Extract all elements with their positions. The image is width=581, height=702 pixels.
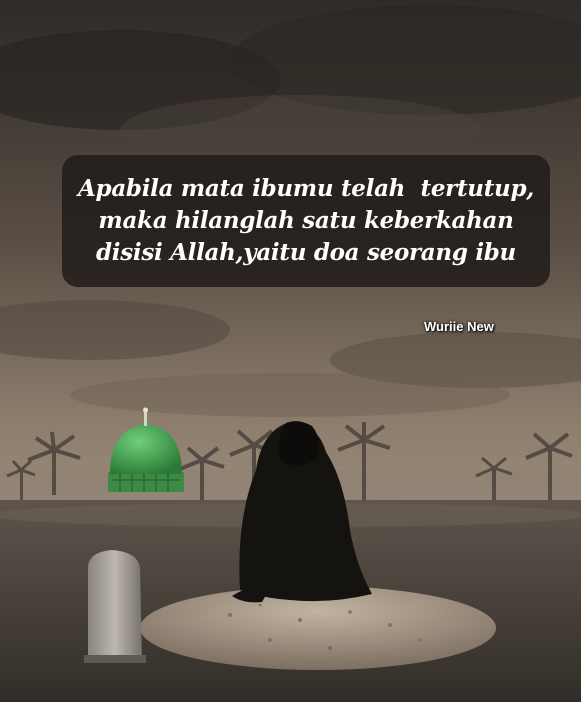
quote-line-2: maka hilanglah satu keberkahan (98, 207, 514, 234)
watermark-text: Wuriie New (424, 319, 494, 334)
gravestone (88, 550, 142, 660)
quote-box (62, 155, 550, 287)
quote-line-3: disisi Allah,yaitu doa seorang ibu (96, 239, 516, 266)
quote-line-1: Apabila mata ibumu telah tertutup, (78, 175, 534, 202)
